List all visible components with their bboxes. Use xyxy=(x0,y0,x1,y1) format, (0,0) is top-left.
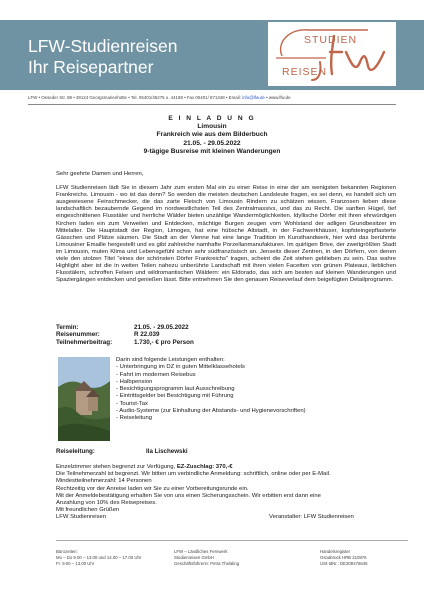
trip-number-label: Reisenummer: xyxy=(56,331,100,339)
term-label: Termin: xyxy=(56,324,79,331)
email-link[interactable]: info@lfw.de xyxy=(242,95,265,100)
footer-line: Studienreisen GmbH xyxy=(174,555,214,560)
sender: LFW Studienreisen xyxy=(56,514,107,521)
closing: Mit freundlichen Grüßen xyxy=(56,507,120,514)
address-text: LFW • Oeseder Str. 88 • 49124 Georgsmarienhütte • Tel. 05401/45275 o. 44188 • Fax 05401/ 871348 • Email: xyxy=(28,95,243,100)
logo-text-studien: STUDIEN xyxy=(304,34,358,46)
address-line xyxy=(28,95,408,100)
service-item: - Tourist-Tax xyxy=(116,400,148,407)
greeting: Sehr geehrte Damen und Herren, xyxy=(56,171,144,177)
services-intro: Darin sind folgende Leistungen enthalten: xyxy=(116,357,225,363)
invitation-heading: E I N L A D U N G xyxy=(168,115,256,122)
footer-line: USt-IdNr.: DE309476645 xyxy=(320,561,368,566)
booking-notes xyxy=(56,464,406,522)
note-line: Anzahlung von 10% des Reisepreises. xyxy=(56,500,157,507)
fee-label: Teilnehmerbeitrag: xyxy=(56,338,113,346)
tour-leader-label: Reiseleitung: xyxy=(56,448,95,455)
village-photo xyxy=(58,357,110,441)
included-services xyxy=(116,357,406,423)
footer-office-hours xyxy=(56,549,141,567)
letter-paragraph: LFW Studienreisen lädt Sie in diesem Jahr zum ersten Mal ein zu einer Reise in eine der am wenigsten bekannten Regionen Frankreichs. Limousin - wo ist das denn? So werden die meisten deutschen Landsleute fragen, es sei denn, es handelt sich um ausgewiesene Feinschmecker, die das zarte Fleisch von Limousin Rindern zu schätzen wissen. Franzosen lieben diese landschaftlich bezaubernde Gegend im nordwestlichsten Teil des Zentralmassivs, und das zu Recht. Die sanften Hügel, tief eingeschnittenen Flusstäler und herrliche Wälder bieten unzählige Wandermöglichkeiten. Idyllische Dörfer mit ihren ehrwürdigen Kirchen laden ein zum Verweilen und Entdecken, mächtige Burgen zeugen vom Wohlstand der adligen Grundbesitzer im Mittelalter. Die Hauptstadt der Region, Limoges, hat eine hübsche Altstadt, in der Fachwerkhäuser, kopfsteingepflasterte Gässchen und Plätze säumen. Die Stadt an der Vienne hat eine lange Tradition im Kunsthandwerk, hier wird das berühmte Limousiner Emaille hergestellt und es gibt zahlreiche namhafte Porzellanmanufakturen. Im quirligen Brive, der zweitgrößten Stadt im Limousin, muten Klima und Lebensgefühl schon sehr südfranzösisch an. Jenseits dieser Zentren, in den Dörfern, von denen viele den stolzen Titel "eines der schönsten Dörfer Frankreichs" tragen, scheint die Zeit stehen geblieben zu sein. Das wahre Highlight aber ist die in weiten Teilen nahezu unberührte Landschaft mit ihren vielen Facetten von grünen Plateaus, lieblichen Flusstälern, schroffen Felsen und wildromantischen Wäldern: ein Eldorado, das sich am besten auf kleinen Wanderungen und Spaziergängen entdecken und genießen lässt. Bitte entnehmen Sie den genauen Reiseverlauf dem beigefügten Detailprogramm. xyxy=(56,185,396,284)
note-line: Die Teilnehmerzahl ist begrenzt. Wir bitten um verbindliche Anmeldung: schriftlich, online oder per E-Mail. xyxy=(56,471,331,478)
title-block xyxy=(28,115,396,156)
footer-line: Bürozeiten: xyxy=(56,549,78,554)
trip-number-value: R 22.039 xyxy=(134,331,160,339)
trip-tagline: 9-tägige Busreise mit kleinen Wanderungen xyxy=(143,147,281,155)
fact-row-fee xyxy=(56,339,396,346)
footer-company xyxy=(174,549,239,567)
footer-line: Geschäftsführerin: Petra Thelaling xyxy=(174,561,240,566)
service-item: - Reiseleitung xyxy=(116,415,153,422)
service-item: - Halbpension xyxy=(116,378,153,385)
company-logo xyxy=(268,22,396,86)
destination-title: Limousin xyxy=(197,123,227,131)
footer-line: Fr. 9.00 – 13.00 Uhr xyxy=(56,561,95,566)
service-item: - Eintrittsgelder bei Besichtigung mit Führung xyxy=(116,393,234,400)
note-line: Mit der Anmeldebestätigung erhalten Sie von uns einen Sicherungsschein. Wir erbitten erst dann eine xyxy=(56,492,321,499)
service-item: - Besichtigungsprogramm laut Ausschreibung xyxy=(116,386,235,393)
signature-row xyxy=(56,514,406,521)
single-room-surcharge: EZ-Zuschlag: 370,-€ xyxy=(176,464,233,470)
footer-registry xyxy=(320,549,368,567)
website-text: • www.lfw.de xyxy=(264,95,291,100)
note-line: Rechtzeitig vor der Anreise laden wir Sie zu einer Vorbereitungsrunde ein. xyxy=(56,485,249,492)
brand-slogan: Ihr Reisepartner xyxy=(28,57,154,77)
trip-subtitle: Frankreich wie aus dem Bilderbuch xyxy=(156,131,268,139)
trip-dates: 21.05. - 29.05.2022 xyxy=(183,139,241,147)
term-value: 21.05. - 29.05.2022 xyxy=(134,324,189,331)
footer-divider xyxy=(56,540,408,541)
service-item: - Audio-Systeme (zur Einhaltung der Abstands- und Hygienevorschriften) xyxy=(116,408,306,415)
fee-value: 1.730,- € pro Person xyxy=(134,338,194,346)
fact-row-number xyxy=(56,331,396,338)
trip-facts xyxy=(56,324,396,346)
tour-leader xyxy=(56,448,396,455)
service-item: - Unterbringung im DZ in guten Mittelklassehotels xyxy=(116,364,245,371)
fact-row-term xyxy=(56,324,396,331)
letter-body xyxy=(56,171,396,291)
header-divider xyxy=(28,104,396,105)
single-room-text: Einzelzimmer stehen begrenzt zur Verfügung, xyxy=(56,464,177,470)
organizer: Veranstalter: LFW Studienreisen xyxy=(269,514,354,521)
footer-line: LFW – Ländliches Fernwerk xyxy=(174,549,228,554)
footer-line: Handelsregister xyxy=(320,549,351,554)
brand-name: LFW-Studienreisen xyxy=(28,36,178,56)
single-room-note xyxy=(56,464,406,471)
tour-leader-name: Ila Lischewski xyxy=(146,448,188,455)
logo-text-reisen: REISEN xyxy=(282,66,328,78)
footer-line: Osnabrück HRB 210976 xyxy=(320,555,367,560)
service-item: - Fahrt im modernen Reisebus xyxy=(116,371,196,378)
note-line: Mindestteilnehmerzahl: 14 Personen xyxy=(56,478,152,485)
footer-line: Mo – Do 9.00 – 13.00 und 14.00 – 17.00 Uhr xyxy=(56,555,142,560)
